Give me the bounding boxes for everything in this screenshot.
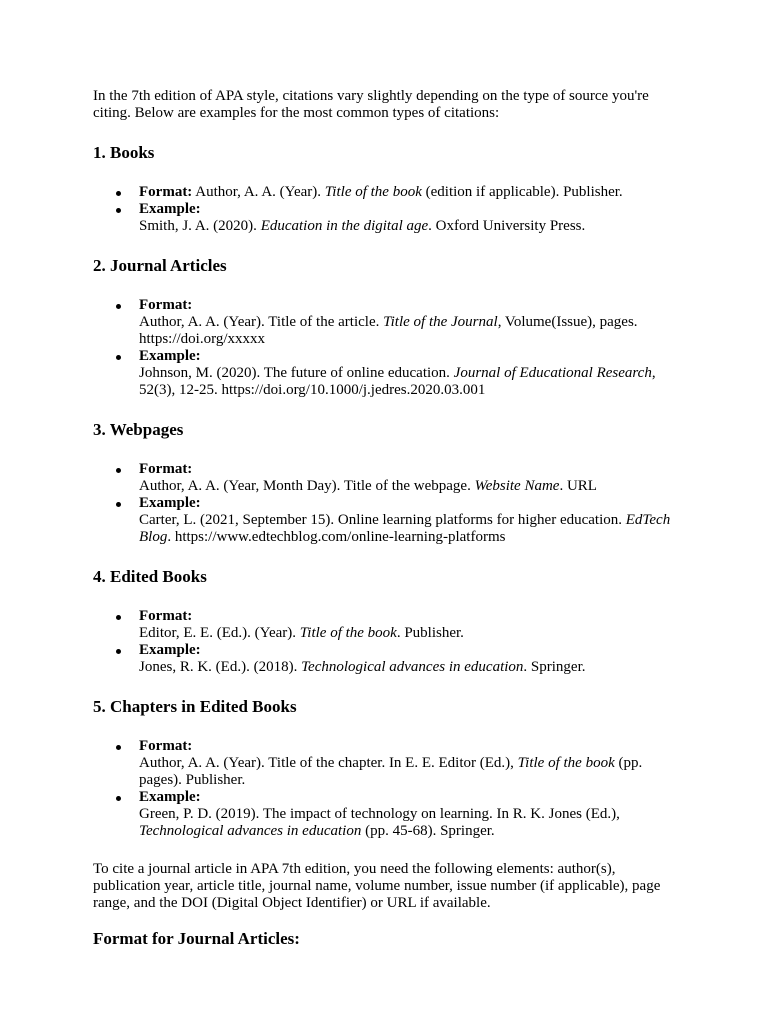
format-text-plain: . Publisher. bbox=[396, 625, 464, 641]
example-item bbox=[93, 789, 683, 840]
example-item bbox=[93, 348, 683, 399]
format-label: Format: bbox=[139, 184, 193, 200]
intro-paragraph: In the 7th edition of APA style, citations vary slightly depending on the type of source you're citing. Below are examples for the most common types of citations: bbox=[93, 88, 649, 121]
section-heading-edited-books: 4. Edited Books bbox=[93, 567, 207, 586]
example-item bbox=[93, 201, 683, 235]
format-label: Format: bbox=[139, 738, 193, 754]
example-text-italic: Technological advances in education bbox=[139, 823, 362, 839]
format-text-plain: Author, A. A. (Year). bbox=[195, 184, 325, 200]
document-body bbox=[93, 88, 683, 970]
format-text-plain: Author, A. A. (Year). Title of the chapter. In E. E. Editor (Ed.), bbox=[139, 755, 518, 771]
example-text-plain: Smith, J. A. (2020). bbox=[139, 218, 261, 234]
example-label: Example: bbox=[139, 789, 201, 805]
format-item bbox=[93, 461, 683, 495]
section-heading-books: 1. Books bbox=[93, 143, 155, 162]
example-text-plain: Carter, L. (2021, September 15). Online learning platforms for higher education. bbox=[139, 512, 626, 528]
example-text-plain: Johnson, M. (2020). The future of online education. bbox=[139, 365, 454, 381]
example-label: Example: bbox=[139, 348, 201, 364]
section-heading-webpages: 3. Webpages bbox=[93, 420, 184, 439]
example-text-plain: . Springer. bbox=[523, 659, 586, 675]
example-text-plain: (pp. 45-68). Springer. bbox=[361, 823, 495, 839]
format-text-plain: , Volume(Issue), pages. https://doi.org/xxxxx bbox=[139, 314, 638, 347]
example-label: Example: bbox=[139, 495, 201, 511]
format-text-plain: Author, A. A. (Year). Title of the article. bbox=[139, 314, 384, 330]
format-text-italic: Website Name bbox=[474, 478, 560, 494]
citation-list-books bbox=[93, 184, 683, 235]
example-text-plain: . Oxford University Press. bbox=[428, 218, 586, 234]
format-text-italic: Title of the book bbox=[517, 755, 615, 771]
citation-list-webpages bbox=[93, 461, 683, 546]
format-text-plain: Editor, E. E. (Ed.). (Year). bbox=[139, 625, 300, 641]
format-label: Format: bbox=[139, 608, 193, 624]
closing-paragraph: To cite a journal article in APA 7th edition, you need the following elements: author(s), publication year, article title, journal name, volume number, issue number (if applicable), page range, and the DOI (Digital Object Identifier) or URL if available. bbox=[93, 861, 661, 911]
format-text-italic: Title of the Journal bbox=[383, 314, 498, 330]
example-text-plain: . https://www.edtechblog.com/online-learning-platforms bbox=[167, 529, 506, 545]
final-heading: Format for Journal Articles: bbox=[93, 929, 300, 948]
format-text-plain: (pp. pages). Publisher. bbox=[139, 755, 643, 788]
format-text-plain: Author, A. A. (Year, Month Day). Title of the webpage. bbox=[139, 478, 475, 494]
citation-list-edited-books bbox=[93, 608, 683, 676]
section-heading-journal-articles: 2. Journal Articles bbox=[93, 256, 227, 275]
example-text-italic: Technological advances in education bbox=[301, 659, 524, 675]
format-text-plain: (edition if applicable). Publisher. bbox=[421, 184, 623, 200]
example-text-plain: Green, P. D. (2019). The impact of technology on learning. In R. K. Jones (Ed.), bbox=[139, 806, 620, 822]
citation-list-chapters bbox=[93, 738, 683, 840]
format-item bbox=[93, 738, 683, 789]
format-text-italic: Title of the book bbox=[324, 184, 422, 200]
format-text-italic: Title of the book bbox=[299, 625, 397, 641]
section-heading-chapters: 5. Chapters in Edited Books bbox=[93, 697, 297, 716]
example-text-italic: Journal of Educational Research bbox=[453, 365, 652, 381]
format-text-plain: . URL bbox=[559, 478, 597, 494]
example-item bbox=[93, 642, 683, 676]
example-text-plain: Jones, R. K. (Ed.). (2018). bbox=[139, 659, 302, 675]
example-label: Example: bbox=[139, 642, 201, 658]
example-text-italic: Education in the digital age bbox=[260, 218, 429, 234]
format-label: Format: bbox=[139, 461, 193, 477]
example-item bbox=[93, 495, 683, 546]
example-label: Example: bbox=[139, 201, 201, 217]
example-text-plain: , 52(3), 12-25. https://doi.org/10.1000/j.jedres.2020.03.001 bbox=[139, 365, 656, 398]
format-item bbox=[93, 608, 683, 642]
example-text-italic: EdTech Blog bbox=[139, 512, 671, 545]
format-label: Format: bbox=[139, 297, 193, 313]
format-item bbox=[93, 297, 683, 348]
format-item bbox=[93, 184, 683, 201]
citation-list-journal-articles bbox=[93, 297, 683, 399]
